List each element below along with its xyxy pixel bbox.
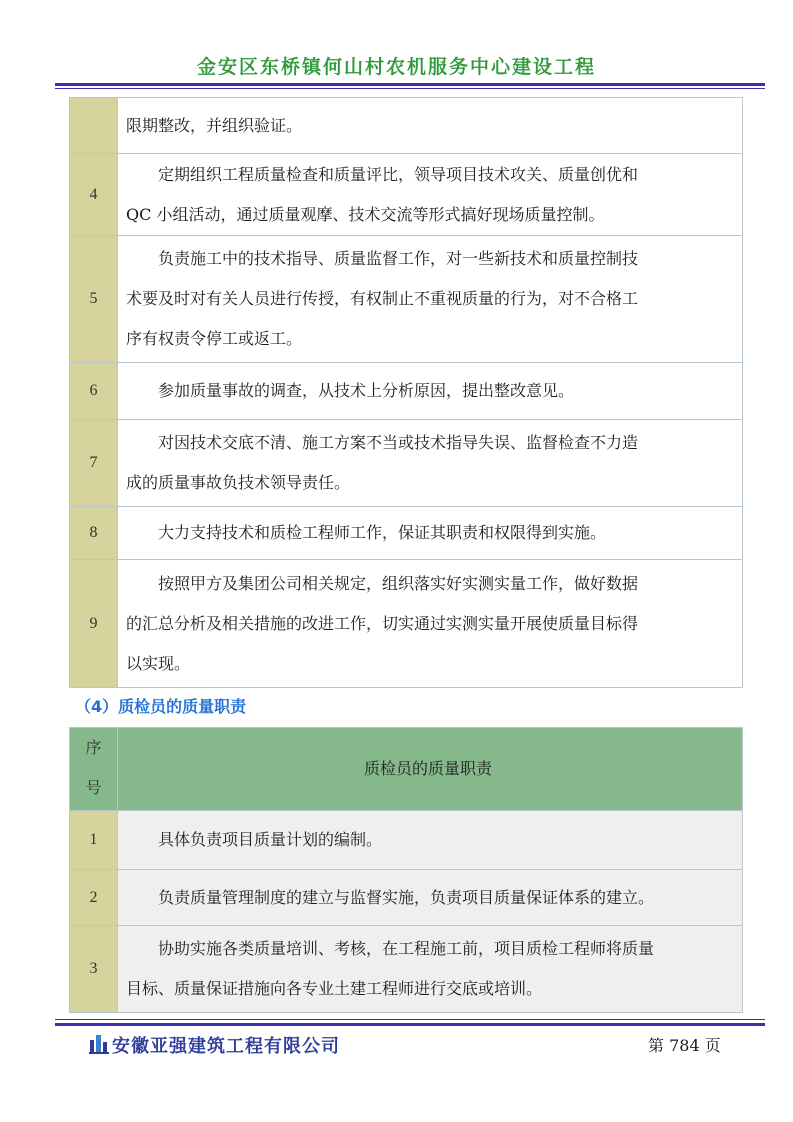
table-row <box>70 870 743 926</box>
serial-header-line2: 号 <box>85 780 102 797</box>
duty-text-line: 的汇总分析及相关措施的改进工作，切实通过实测实量开展使质量目标得 <box>126 613 639 633</box>
company-logo-icon <box>88 1032 110 1054</box>
duty-description-cell <box>118 926 743 1013</box>
duty-description-cell <box>118 98 743 154</box>
duty-text-line: 参加质量事故的调查，从技术上分析原因，提出整改意见。 <box>158 381 575 400</box>
serial-number-cell <box>70 98 118 154</box>
table-row <box>70 420 743 507</box>
document-header-title: 金安区东桥镇何山村农机服务中心建设工程 <box>196 56 596 78</box>
table-row <box>70 236 743 363</box>
duty-text-line: 目标、质量保证措施向各专业土建工程师进行交底或培训。 <box>126 979 543 998</box>
duty-description-cell <box>118 811 743 870</box>
serial-number-cell: 4 <box>70 154 118 236</box>
duty-text-line: 对因技术交底不清、施工方案不当或技术指导失误、监督检查不力造 <box>158 433 639 452</box>
inspector-duties-table <box>69 727 743 1013</box>
duty-description-cell <box>118 154 743 236</box>
table-row <box>70 98 743 154</box>
header-rule-thin <box>55 88 765 89</box>
serial-number-cell: 5 <box>70 236 118 363</box>
footer-company-name: 安徽亚强建筑工程有限公司 <box>112 1036 340 1057</box>
table-row <box>70 154 743 236</box>
duty-description-cell <box>118 507 743 560</box>
duty-text-line: 大力支持技术和质检工程师工作，保证其职责和权限得到实施。 <box>158 523 607 542</box>
duty-description-cell <box>118 363 743 420</box>
serial-number-cell: 8 <box>70 507 118 560</box>
duty-text-line: 负责质量管理制度的建立与监督实施，负责项目质量保证体系的建立。 <box>158 887 655 907</box>
table-row <box>70 507 743 560</box>
duty-text-line: 以实现。 <box>126 653 191 673</box>
serial-number-cell: 7 <box>70 420 118 507</box>
serial-number-cell: 3 <box>70 926 118 1013</box>
duty-text-line: 限期整改，并组织验证。 <box>126 115 303 135</box>
duty-text-line: 定期组织工程质量检查和质量评比，领导项目技术攻关、质量创优和 <box>158 164 639 184</box>
duty-text-line: 术要及时对有关人员进行传授，有权制止不重视质量的行为，对不合格工 <box>126 289 639 308</box>
serial-number-cell: 9 <box>70 560 118 688</box>
footer-rule <box>55 1023 765 1026</box>
serial-header-line1: 序 <box>85 740 102 757</box>
page-number: 第 784 页 <box>648 1036 721 1055</box>
duty-text-line: 具体负责项目质量计划的编制。 <box>158 830 383 849</box>
section-heading: （4）质检员的质量职责 <box>75 697 247 716</box>
serial-number-cell: 1 <box>70 811 118 870</box>
header-rule <box>55 83 765 86</box>
duty-header-cell: 质检员的质量职责 <box>118 728 743 811</box>
duty-description-cell <box>118 236 743 363</box>
duty-text-line: QC 小组活动，通过质量观摩、技术交流等形式搞好现场质量控制。 <box>126 204 605 224</box>
serial-number-cell: 6 <box>70 363 118 420</box>
serial-header-cell <box>70 728 118 811</box>
duty-description-cell <box>118 560 743 688</box>
duty-text-line: 成的质量事故负技术领导责任。 <box>126 473 351 492</box>
duty-text-line: 协助实施各类质量培训、考核，在工程施工前，项目质检工程师将质量 <box>158 939 655 958</box>
duty-description-cell <box>118 870 743 926</box>
duty-description-cell <box>118 420 743 507</box>
serial-number-cell: 2 <box>70 870 118 926</box>
technical-duties-table <box>69 97 743 688</box>
table-row <box>70 560 743 688</box>
duty-text-line: 按照甲方及集团公司相关规定，组织落实好实测实量工作，做好数据 <box>158 573 639 593</box>
table-row <box>70 926 743 1013</box>
table-row <box>70 363 743 420</box>
duty-text-line: 负责施工中的技术指导、质量监督工作，对一些新技术和质量控制技 <box>158 249 639 268</box>
table-header-row <box>70 728 743 811</box>
duty-text-line: 序有权责令停工或返工。 <box>126 329 303 348</box>
table-row <box>70 811 743 870</box>
footer-rule-thin <box>55 1019 765 1020</box>
